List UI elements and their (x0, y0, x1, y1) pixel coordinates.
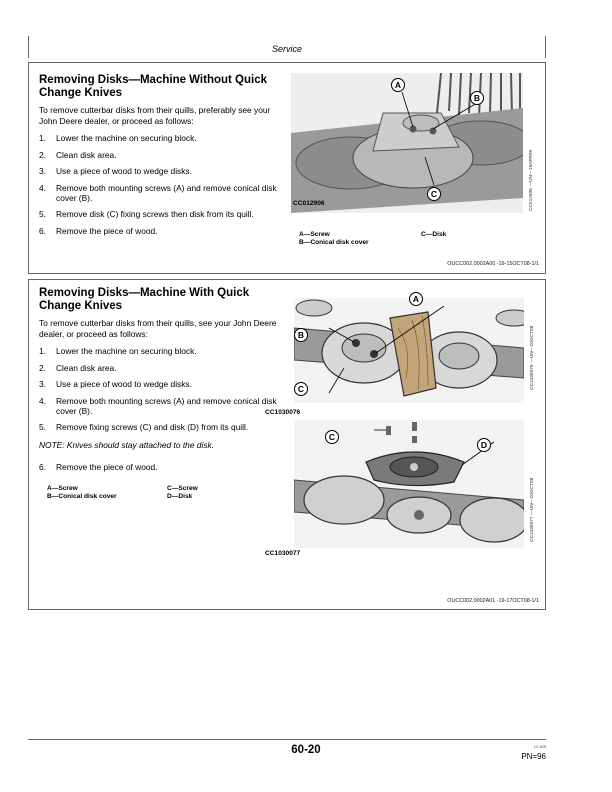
step-4: 4. Remove both mounting screws (A) and remove conical disk cover (B). (39, 182, 277, 203)
callout-a: A (391, 78, 405, 92)
section1-title: Removing Disks—Machine Without Quick Change Knives (39, 74, 268, 99)
callout-c-screw: C (325, 430, 339, 444)
figure2-side-code: CC1030077 —UN—20OCT08 (530, 477, 535, 542)
reference-code: OUCC002,0002A00 -19-15OCT08-1/1 (447, 261, 539, 267)
disk-photo-figure (291, 73, 523, 213)
figure2-caption: CC1030077 (265, 550, 301, 557)
figure1-side-code: CC1030076 —UN—20OCT08 (530, 325, 535, 390)
disk-photo-illustration (291, 73, 523, 213)
wedge-figure (294, 298, 524, 403)
section2-step6 (39, 462, 294, 479)
legend-screw-a: A—Screw (47, 485, 78, 492)
section-with-quick-change (28, 279, 546, 610)
callout-d: D (477, 438, 491, 452)
section1-intro: To remove cutterbar disks from their quills, preferably see your John Deere dealer, or proceed as follows: (39, 105, 271, 126)
footer-pn: PN=96 (521, 752, 546, 761)
callout-a: A (409, 292, 423, 306)
step-2: 2. Clean disk area. (39, 149, 117, 160)
legend-screw: A—Screw (299, 231, 330, 238)
step-1: 1. Lower the machine on securing block. (39, 133, 197, 143)
figure-side-code: CC012906 —UN—19APR95 (529, 149, 534, 211)
section-without-quick-change (28, 62, 546, 274)
figure-caption: CC012906 (293, 200, 325, 207)
footer-rule (28, 739, 546, 740)
legend-screw-c: C—Screw (167, 485, 198, 492)
step-3: 3. Use a piece of wood to wedge disks. (39, 379, 192, 389)
page-number: 60-20 (291, 744, 321, 756)
section1-steps (39, 133, 294, 242)
step-5: 5. Remove disk (C) fixing screws then disk from its quill. (39, 209, 254, 219)
reference-code: OUCC002,0002A01 -19-17OCT08-1/1 (447, 598, 539, 604)
figure1-caption: CC1030076 (265, 409, 301, 416)
legend-disk: D—Disk (167, 493, 193, 500)
callout-b: B (294, 328, 308, 342)
header-title: Service (271, 44, 302, 54)
section2-steps (39, 346, 294, 439)
callout-b: B (470, 91, 484, 105)
section2-intro: To remove cutterbar disks from their quills, see your John Deere dealer, or proceed as follows: (39, 318, 277, 339)
section2-title: Removing Disks—Machine With Quick Change Knives (39, 287, 250, 312)
callout-c: C (427, 187, 441, 201)
callout-c: C (294, 382, 308, 396)
step-2: 2. Clean disk area. (39, 362, 117, 373)
footer-small-code: 12 409 (533, 744, 546, 749)
wedge-illustration (294, 298, 524, 403)
step-6: 6. Remove the piece of wood. (39, 462, 158, 472)
step-5: 5. Remove fixing screws (C) and disk (D) from its quill. (39, 422, 249, 432)
step-1: 1. Lower the machine on securing block. (39, 346, 197, 356)
step-6: 6. Remove the piece of wood. (39, 225, 158, 236)
step-4: 4. Remove both mounting screws (A) and remove conical disk cover (B). (39, 395, 277, 416)
legend-disk: C—Disk (421, 231, 447, 238)
legend-cover: B—Conical disk cover (299, 239, 369, 246)
knives-note: NOTE: Knives should stay attached to the disk. (39, 440, 215, 450)
running-header (28, 36, 546, 58)
step-3: 3. Use a piece of wood to wedge disks. (39, 166, 192, 176)
legend-cover: B—Conical disk cover (47, 493, 117, 500)
